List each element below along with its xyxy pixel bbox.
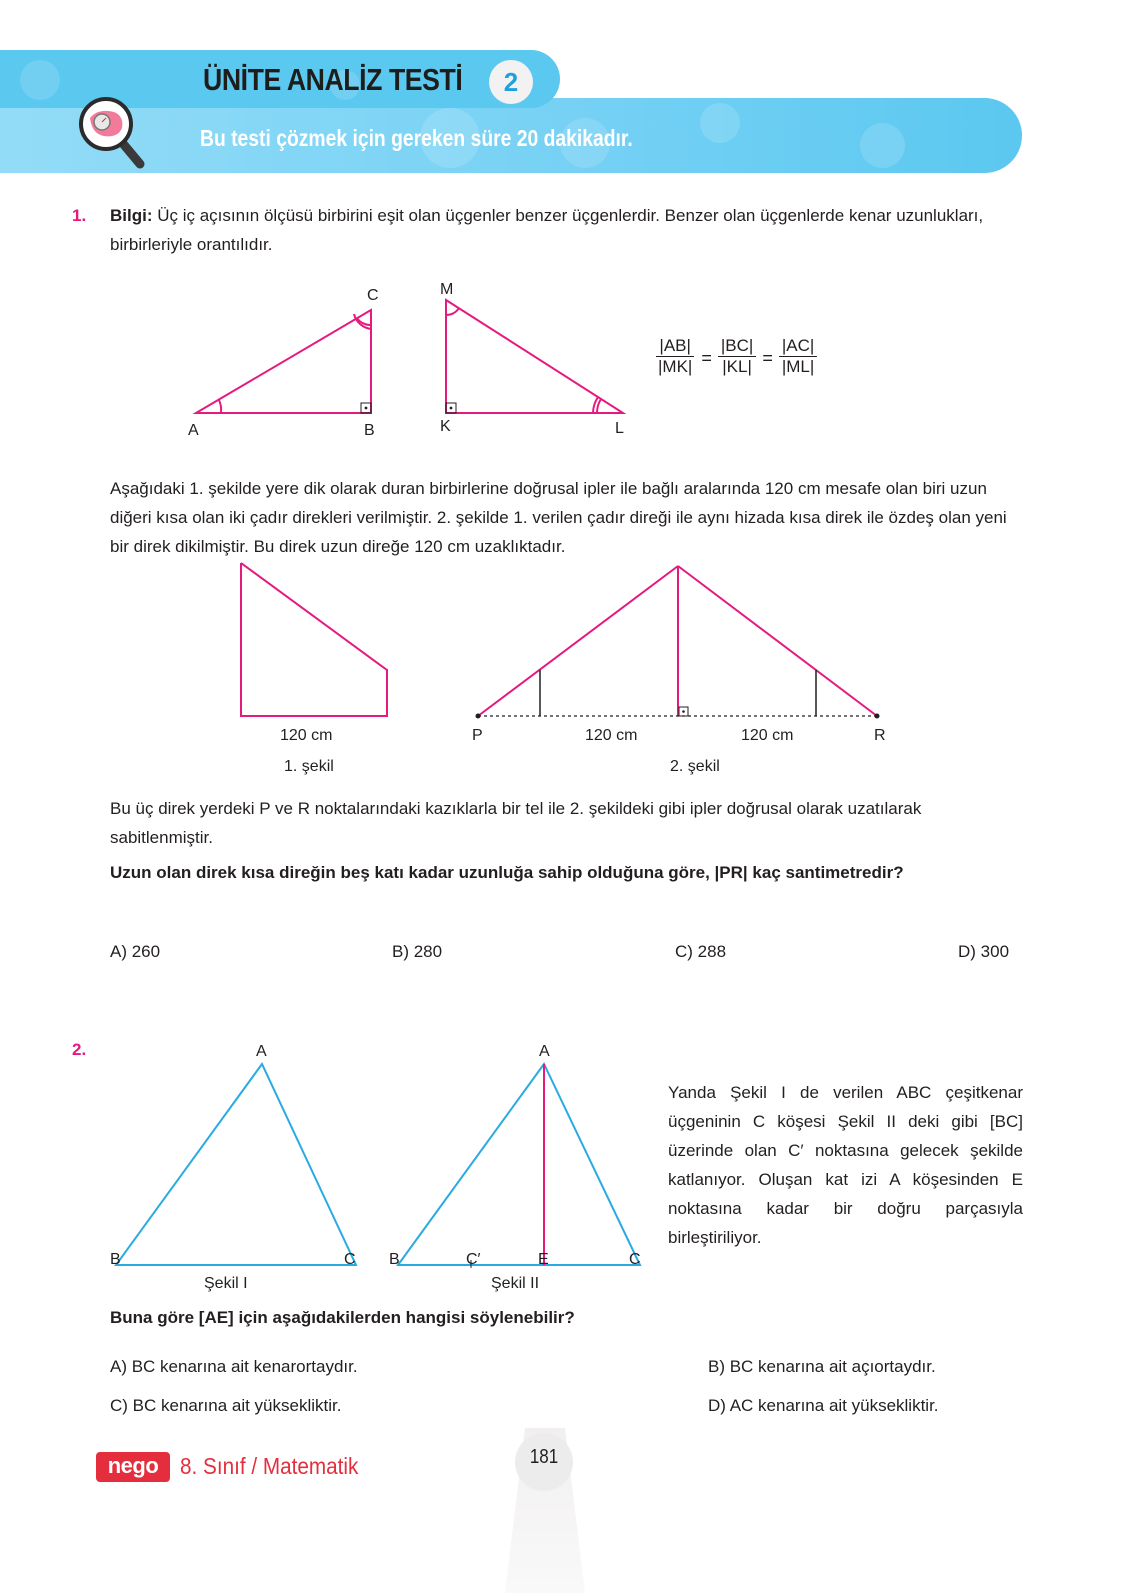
answer-option-a[interactable]: A) BC kenarına ait kenarortaydır. — [110, 1357, 358, 1376]
figure2-distance-right: 120 cm — [741, 727, 794, 744]
figure1-caption: 1. şekil — [284, 758, 334, 775]
vertex-label-c: C — [367, 287, 379, 304]
figure1-caption: Şekil I — [204, 1275, 248, 1292]
answer-option-b[interactable]: B) 280 — [392, 942, 443, 961]
similarity-ratio: $\frac{|AB|}{|MK|}$ = $\frac{|BC|}{|KL|}$ = $\frac{|AC|}{|ML|}$ — [655, 336, 817, 377]
answer-option-c[interactable]: C) BC kenarına ait yüksekliktir. — [110, 1396, 342, 1415]
time-limit-text: Bu testi çözmek için gereken süre 20 dakikadır. — [200, 125, 633, 151]
answer-option-d[interactable]: D) 300 — [958, 942, 1010, 961]
figure2-distance-left: 120 cm — [585, 727, 638, 744]
info-text: Üç iç açısının ölçüsü birbirini eşit olan üçgenler benzer üçgenlerdir. Benzer olan üçgenlerde kenar uzunlukları, birbirleriyle orantılıdır. — [110, 206, 984, 254]
vertex-label-b: B — [364, 422, 375, 439]
answer-option-a[interactable]: A) 260 — [110, 942, 161, 961]
point-label-r: R — [874, 727, 886, 744]
folding-triangle-figures — [0, 0, 1, 1]
ratio-fraction: $\frac{|AC|}{|ML|}$ — [779, 336, 817, 377]
question-number: 1. — [72, 206, 87, 225]
vertex-label-a: A — [539, 1043, 550, 1060]
answer-option-d[interactable]: D) AC kenarına ait yüksekliktir. — [708, 1396, 939, 1415]
ratio-fraction: $\frac{|BC|}{|KL|}$ — [718, 336, 756, 377]
point-label-c-prime: C′ — [466, 1251, 481, 1268]
vertex-label-a: A — [256, 1043, 267, 1060]
vertex-label-a: A — [188, 422, 199, 439]
answer-option-b[interactable]: B) BC kenarına ait açıortaydır. — [708, 1357, 936, 1376]
problem-paragraph-2: Bu üç direk yerdeki P ve R noktalarındaki kazıklarla bir tel ile 2. şekildeki gibi ipler doğrusal olarak uzatılarak sabitlenmiştir. — [110, 799, 922, 847]
vertex-label-c: C — [629, 1251, 641, 1268]
page-number: 181 — [529, 1446, 559, 1468]
question-prompt: Buna göre [AE] için aşağıdakilerden hangisi söylenebilir? — [110, 1308, 575, 1327]
problem-paragraph-1: Aşağıdaki 1. şekilde yere dik olarak duran birbirlerine doğrusal ipler ile bağlı aralarında 120 cm mesafe olan biri uzun diğeri kısa olan iki çadır direkleri verilmiştir. 2. şekilde 1. verilen çadır direği ile aynı hizada kısa direk ile özdeş olan yeni bir direk dikilmiştir. Bu direk uzun direğe 120 cm uzaklıktadır. — [110, 479, 1007, 556]
vertex-label-b: B — [389, 1251, 400, 1268]
ratio-fraction: $\frac{|AB|}{|MK|}$ — [658, 336, 693, 376]
answer-option-c[interactable]: C) 288 — [675, 942, 727, 961]
magnifier-stopwatch-icon — [78, 96, 178, 176]
publisher-logo: nego — [96, 1452, 170, 1482]
subject-label: 8. Sınıf / Matematik — [180, 1453, 359, 1479]
question-number: 2. — [72, 1040, 87, 1059]
figure2-caption: 2. şekil — [670, 758, 720, 775]
vertex-label-m: M — [440, 281, 454, 298]
question-prompt: Uzun olan direk kısa direğin beş katı kadar uzunluğa sahip olduğuna göre, |PR| kaç santimetredir? — [110, 863, 904, 882]
vertex-label-k: K — [440, 418, 451, 435]
figure2-caption: Şekil II — [491, 1275, 540, 1292]
vertex-label-l: L — [615, 420, 624, 437]
point-label-e: E — [538, 1251, 549, 1268]
info-paragraph — [110, 201, 1020, 259]
point-label-p: P — [472, 727, 483, 744]
vertex-label-b: B — [110, 1251, 121, 1268]
info-label: Bilgi: — [110, 206, 153, 225]
figure1-distance-label: 120 cm — [280, 727, 333, 744]
problem-description: Yanda Şekil I de verilen ABC çeşitkenar üçgeninin C köşesi Şekil II deki gibi [BC] üzerinde olan C′ noktasına gelecek şekilde katlanıyor. Oluşan kat izi A köşesinden E noktasına kadar bir doğru parçasıyla birleştiriliyor. — [668, 1083, 1023, 1247]
vertex-label-c: C — [344, 1251, 356, 1268]
page-title: ÜNİTE ANALİZ TESTİ — [203, 62, 463, 97]
test-number-badge: 2 — [489, 60, 533, 104]
